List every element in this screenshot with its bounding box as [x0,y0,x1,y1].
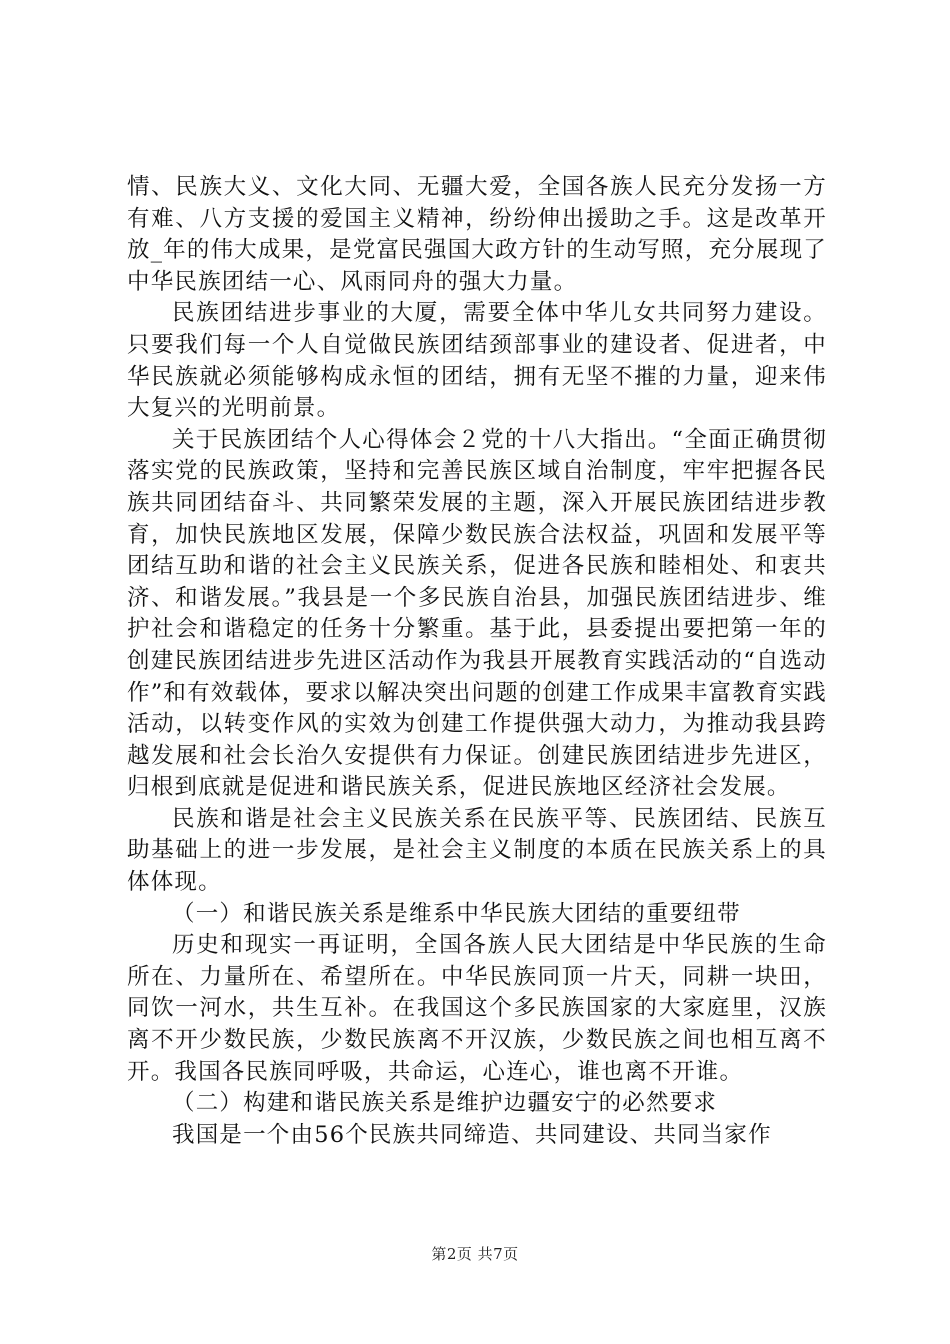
paragraph: 民族和谐是社会主义民族关系在民族平等、民族团结、民族互助基础上的进一步发展，是社会主义制度的本质在民族关系上的具体体现。 [127,805,827,896]
paragraph: 历史和现实一再证明，全国各族人民大团结是中华民族的生命所在、力量所在、希望所在。中华民族同顶一片天，同耕一块田，同饮一河水，共生互补。在我国这个多民族国家的大家庭里，汉族离不开少数民族，少数民族离不开汉族，少数民族之间也相互离不开。我国各民族同呼吸，共命运，心连心，谁也离不开谁。 [127,932,827,1085]
section-heading-1: （一）和谐民族关系是维系中华民族大团结的重要纽带 [172,900,741,927]
paragraph: 关于民族团结个人心得体会２党的十八大指出。“全面正确贯彻落实党的民族政策，坚持和完善民族区域自治制度，牢牢把握各民族共同团结奋斗、共同繁荣发展的主题，深入开展民族团结进步教育，加快民族地区发展，保障少数民族合法权益，巩固和发展平等团结互助和谐的社会主义民族关系，促进各民族和睦相处、和衷共济、和谐发展。”我县是一个多民族自治县，加强民族团结进步、维护社会和谐稳定的任务十分繁重。基于此，县委提出要把第一年的创建民族团结进步先进区活动作为我县开展教育实践活动的“自选动作”和有效载体，要求以解决突出问题的创建工作成果丰富教育实践活动，以转变作风的实效为创建工作提供强大动力，为推动我县跨越发展和社会长治久安提供有力保证。创建民族团结进步先进区，归根到底就是促进和谐民族关系，促进民族地区经济社会发展。 [127,426,828,801]
document-body [127,172,827,1151]
page-number-indicator: 第2页 共7页 [431,1245,519,1263]
paragraph: 民族团结进步事业的大厦，需要全体中华儿女共同努力建设。只要我们每一个人自觉做民族团结颈部事业的建设者、促进者，中华民族就必须能够构成永恒的团结，拥有无坚不摧的力量，迎来伟大复兴的光明前景。 [127,300,827,422]
paragraph: 我国是一个由56个民族共同缔造、共同建设、共同当家作 [172,1121,772,1148]
section-heading-2: （二）构建和谐民族关系是维护边疆安宁的必然要求 [172,1090,718,1117]
paragraph-continuation: 情、民族大义、文化大同、无疆大爱，全国各族人民充分发扬一方有难、八方支援的爱国主义精神，纷纷伸出援助之手。这是改革开放_年的伟大成果，是党富民强国大政方针的生动写照，充分展现了中华民族团结一心、风雨同舟的强大力量。 [127,174,827,295]
page-footer [0,1243,950,1264]
